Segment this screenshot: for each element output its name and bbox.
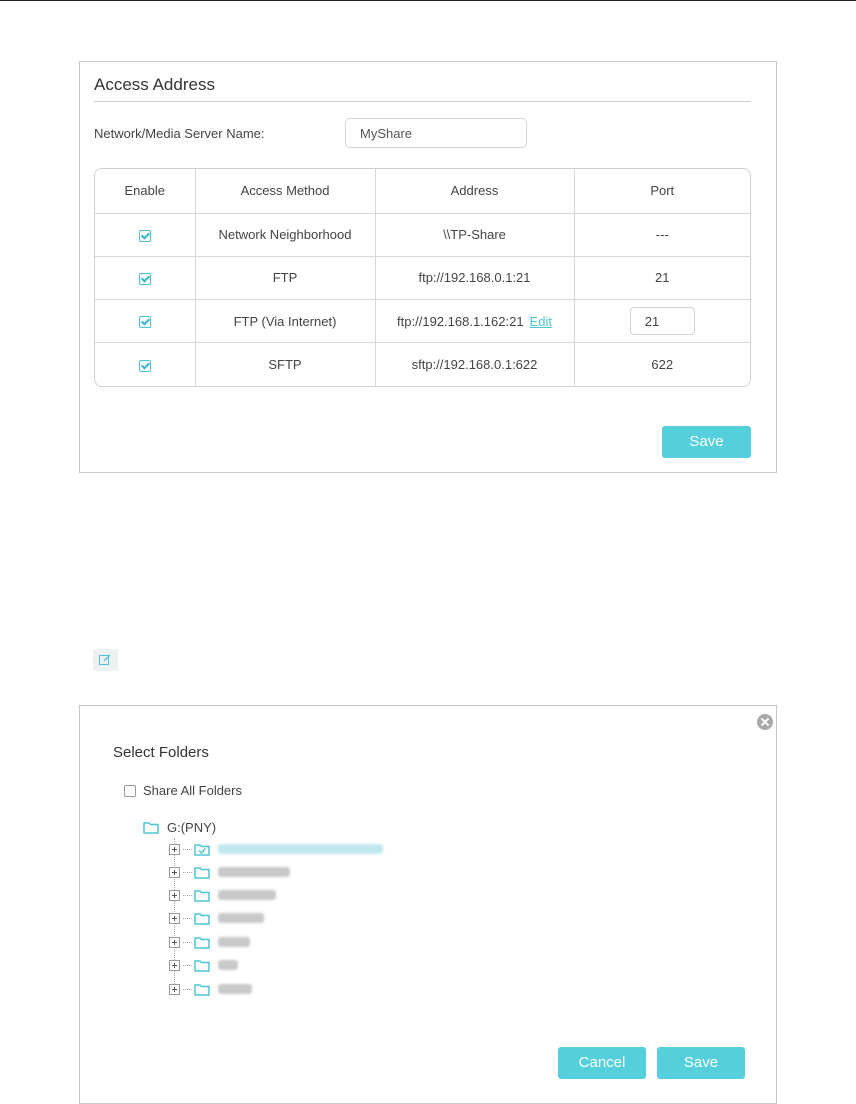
expand-icon[interactable] <box>169 960 180 971</box>
blurred-folder-name <box>218 984 252 994</box>
expand-icon[interactable] <box>169 844 180 855</box>
table-row <box>95 300 750 343</box>
subfolder-item[interactable] <box>169 887 276 903</box>
share-all-label: Share All Folders <box>143 783 242 798</box>
edit-address-link[interactable]: Edit <box>529 313 552 329</box>
folder-icon <box>194 983 210 996</box>
select-folders-title: Select Folders <box>113 744 209 761</box>
top-divider <box>0 0 856 1</box>
enable-checkbox-ftp[interactable] <box>139 273 151 285</box>
access-method-table <box>94 168 751 387</box>
blurred-folder-name <box>218 937 250 947</box>
port-cell <box>574 300 750 343</box>
blurred-folder-name <box>218 960 238 970</box>
header-access-method: Access Method <box>195 169 375 213</box>
blurred-folder-name <box>218 867 290 877</box>
folder-icon <box>194 866 210 879</box>
expand-icon[interactable] <box>169 867 180 878</box>
port-cell: --- <box>574 213 750 256</box>
header-port: Port <box>574 169 750 213</box>
subfolder-item[interactable] <box>169 910 264 926</box>
header-address: Address <box>375 169 574 213</box>
enable-checkbox-network-neighborhood[interactable] <box>139 230 151 242</box>
server-name-input[interactable] <box>345 118 527 148</box>
share-all-folders-option[interactable] <box>124 783 242 798</box>
subfolder-item[interactable] <box>169 981 252 997</box>
cancel-button[interactable]: Cancel <box>558 1047 646 1079</box>
save-button[interactable]: Save <box>662 426 751 458</box>
folder-icon <box>194 959 210 972</box>
address-cell: ftp://192.168.0.1:21 <box>375 256 574 299</box>
subfolder-item[interactable] <box>169 864 290 880</box>
root-folder-label: G:(PNY) <box>167 820 217 835</box>
table-header-row <box>95 169 750 213</box>
server-name-label: Network/Media Server Name: <box>94 126 265 141</box>
edit-icon <box>93 649 118 671</box>
table-row <box>95 256 750 299</box>
root-folder[interactable] <box>143 820 216 835</box>
address-cell: \\TP-Share <box>375 213 574 256</box>
method-cell: Network Neighborhood <box>195 213 375 256</box>
method-cell: FTP (Via Internet) <box>195 300 375 343</box>
panel-title: Access Address <box>94 75 215 94</box>
expand-icon[interactable] <box>169 890 180 901</box>
folder-icon <box>194 912 210 925</box>
access-address-panel <box>79 61 777 473</box>
subfolder-item[interactable] <box>169 934 250 950</box>
table-row <box>95 343 750 386</box>
checked-folder-icon <box>194 843 210 856</box>
save-folders-button[interactable]: Save <box>657 1047 745 1079</box>
blurred-folder-name <box>218 913 264 923</box>
expand-icon[interactable] <box>169 937 180 948</box>
ftp-internet-port-input[interactable] <box>630 307 695 335</box>
blurred-folder-name <box>218 844 383 854</box>
blurred-folder-name <box>218 890 276 900</box>
header-enable: Enable <box>95 169 195 213</box>
folder-icon <box>143 821 159 834</box>
enable-checkbox-sftp[interactable] <box>139 360 151 372</box>
method-cell: FTP <box>195 256 375 299</box>
share-all-checkbox[interactable] <box>124 785 136 797</box>
title-divider <box>94 101 751 102</box>
subfolder-item[interactable] <box>169 957 238 973</box>
folder-icon <box>194 889 210 902</box>
port-cell: 21 <box>574 256 750 299</box>
select-folders-panel <box>79 705 777 1104</box>
address-cell: sftp://192.168.0.1:622 <box>375 343 574 386</box>
address-text: ftp://192.168.1.162:21 <box>397 313 524 329</box>
address-cell <box>375 300 574 343</box>
expand-icon[interactable] <box>169 913 180 924</box>
table-row <box>95 213 750 256</box>
port-cell: 622 <box>651 357 674 373</box>
folder-icon <box>194 936 210 949</box>
method-cell: SFTP <box>195 343 375 386</box>
subfolder-item[interactable] <box>169 841 383 857</box>
expand-icon[interactable] <box>169 984 180 995</box>
enable-checkbox-ftp-internet[interactable] <box>139 316 151 328</box>
close-icon[interactable] <box>757 714 773 730</box>
